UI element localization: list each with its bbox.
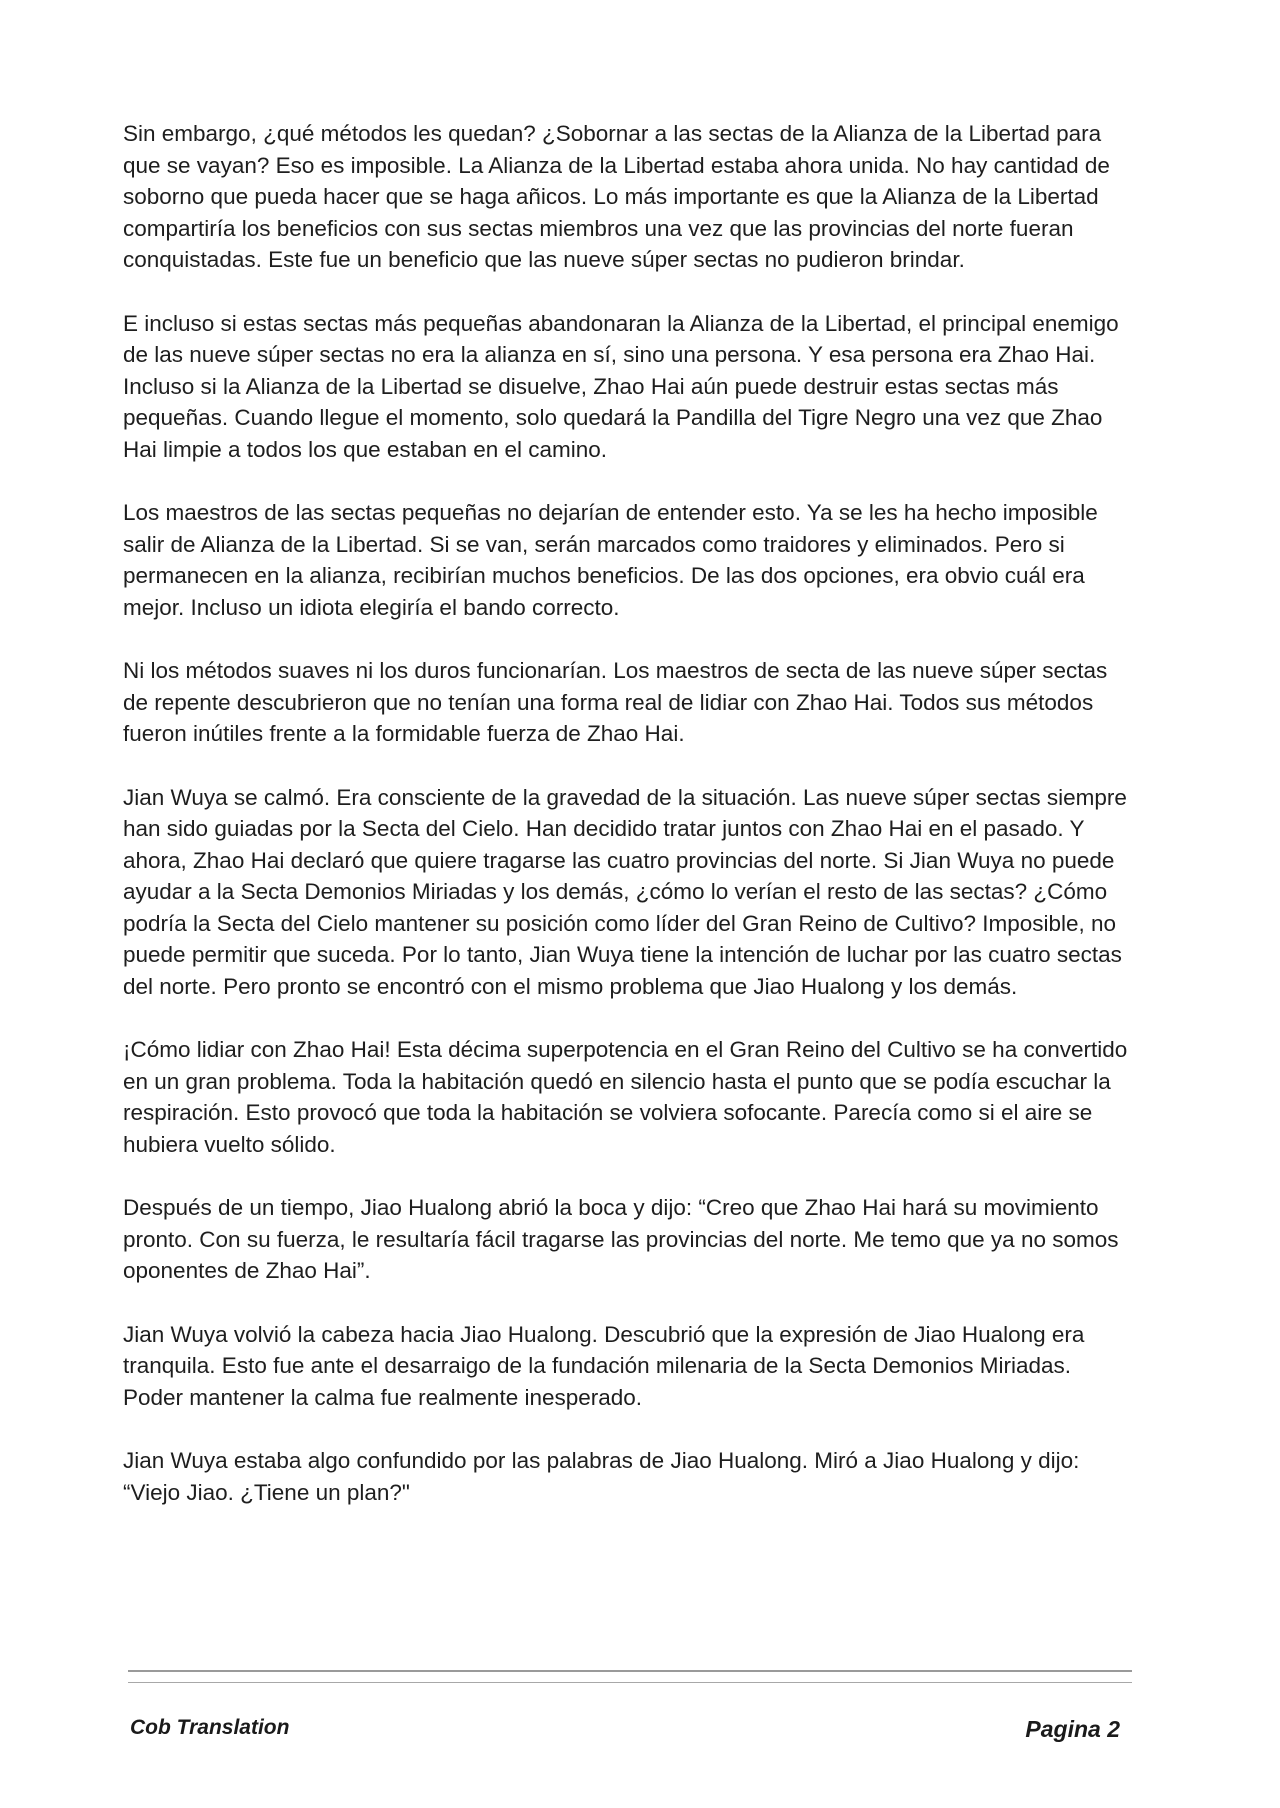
footer-page-number: Pagina 2 xyxy=(1025,1716,1120,1742)
document-body xyxy=(123,118,1133,1540)
footer-translator-credit: Cob Translation xyxy=(130,1716,290,1739)
paragraph-3: Los maestros de las sectas pequeñas no dejarían de entender esto. Ya se les ha hecho imposible salir de Alianza de la Libertad. Si se van, serán marcados como traidores y eliminados. Pero si permanecen en la alianza, recibirían muchos beneficios. De las dos opciones, era obvio cuál era mejor. Incluso un idiota elegiría el bando correcto. xyxy=(123,500,1098,620)
paragraph-5: Jian Wuya se calmó. Era consciente de la gravedad de la situación. Las nueve súper sectas siempre han sido guiadas por la Secta del Cielo. Han decidido tratar juntos con Zhao Hai en el pasado. Y ahora, Zhao Hai declaró que quiere tragarse las cuatro provincias del norte. Si Jian Wuya no puede ayudar a la Secta Demonios Miriadas y los demás, ¿cómo lo verían el resto de las sectas? ¿Cómo podría la Secta del Cielo mantener su posición como líder del Gran Reino de Cultivo? Imposible, no puede permitir que suceda. Por lo tanto, Jian Wuya tiene la intención de luchar por las cuatro sectas del norte. Pero pronto se encontró con el mismo problema que Jiao Hualong y los demás. xyxy=(123,784,1127,999)
paragraph-7: Después de un tiempo, Jiao Hualong abrió la boca y dijo: “Creo que Zhao Hai hará su movimiento pronto. Con su fuerza, le resultaría fácil tragarse las provincias del norte. Me temo que ya no somos oponentes de Zhao Hai”. xyxy=(123,1195,1119,1283)
paragraph-4: Ni los métodos suaves ni los duros funcionarían. Los maestros de secta de las nueve súper sectas de repente descubrieron que no tenían una forma real de lidiar con Zhao Hai. Todos sus métodos fueron inútiles frente a la formidable fuerza de Zhao Hai. xyxy=(123,658,1108,746)
paragraph-1: Sin embargo, ¿qué métodos les quedan? ¿Sobornar a las sectas de la Alianza de la Libertad para que se vayan? Eso es imposible. La Alianza de la Libertad estaba ahora unida. No hay cantidad de soborno que pueda hacer que se haga añicos. Lo más importante es que la Alianza de la Libertad compartiría los beneficios con sus sectas miembros una vez que las provincias del norte fueran conquistadas. Este fue un beneficio que las nueve súper sectas no pudieron brindar. xyxy=(123,121,1110,272)
paragraph-9: Jian Wuya estaba algo confundido por las palabras de Jiao Hualong. Miró a Jiao Hualong y dijo: “Viejo Jiao. ¿Tiene un plan?" xyxy=(123,1448,1080,1505)
paragraph-8: Jian Wuya volvió la cabeza hacia Jiao Hualong. Descubrió que la expresión de Jiao Hualong era tranquila. Esto fue ante el desarraigo de la fundación milenaria de la Secta Demonios Miriadas. Poder mantener la calma fue realmente inesperado. xyxy=(123,1321,1085,1410)
footer-divider-bottom xyxy=(128,1682,1132,1683)
paragraph-6: ¡Cómo lidiar con Zhao Hai! Esta décima superpotencia en el Gran Reino del Cultivo se ha convertido en un gran problema. Toda la habitación quedó en silencio hasta el punto que se podía escuchar la respiración. Esto provocó que toda la habitación se volviera sofocante. Parecía como si el aire se hubiera vuelto sólido. xyxy=(123,1037,1128,1157)
paragraph-2: E incluso si estas sectas más pequeñas abandonaran la Alianza de la Libertad, el principal enemigo de las nueve súper sectas no era la alianza en sí, sino una persona. Y esa persona era Zhao Hai. Incluso si la Alianza de la Libertad se disuelve, Zhao Hai aún puede destruir estas sectas más pequeñas. Cuando llegue el momento, solo quedará la Pandilla del Tigre Negro una vez que Zhao Hai limpie a todos los que estaban en el camino. xyxy=(123,310,1119,462)
footer-divider-top xyxy=(128,1670,1132,1672)
